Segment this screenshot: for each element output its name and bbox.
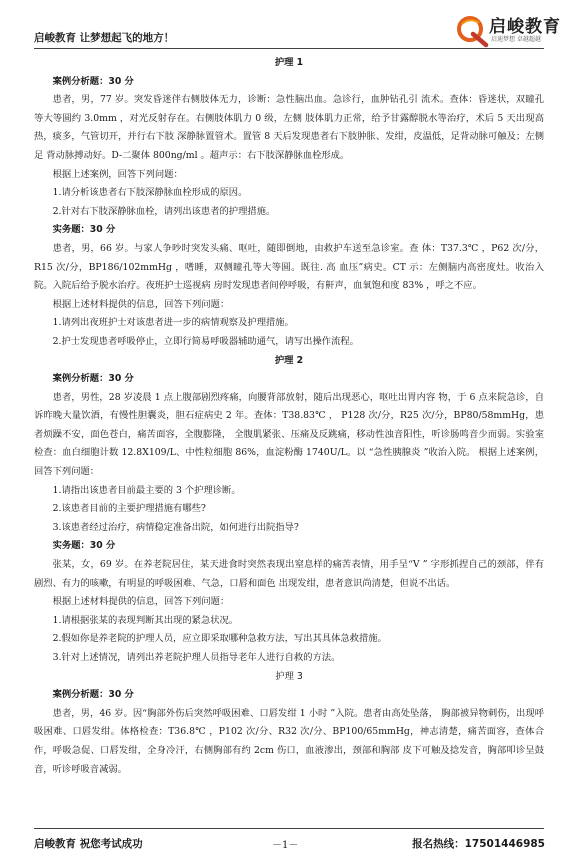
section-title: 护理 3 xyxy=(275,670,303,682)
case-paragraph: 张某，女，69 岁。在养老院居住，某天进食时突然表现出窒息样的痛苦表情，用手呈“V ” 字形抓捏自己的颈部，伴有剧烈、有力的咳嗽，有明显的呼吸困难、气急，口唇和面色 出现发绀，患者意识尚清楚，但说不出话。 xyxy=(34,559,544,589)
question-item: 3.该患者经过治疗，病情稳定准备出院，如何进行出院指导? xyxy=(52,521,299,533)
question-item: 1.请分析该患者右下肢深静脉血栓形成的原因。 xyxy=(52,187,248,199)
question-heading: 案例分析题：30 分 xyxy=(52,373,134,385)
logo-q-icon xyxy=(455,12,489,48)
section-title: 护理 1 xyxy=(274,57,304,68)
page-footer xyxy=(0,820,579,862)
question-item: 2.该患者目前的主要护理措施有哪些? xyxy=(52,503,206,515)
question-heading: 实务题：30 分 xyxy=(52,224,116,236)
logo-tagline: 启迪梦想 卓越超越 xyxy=(491,36,541,43)
question-item: 1.请指出该患者目前最主要的 3 个护理诊断。 xyxy=(52,484,241,496)
case-paragraph: 患者，男，66 岁。与家人争吵时突发头痛、呕吐，随即倒地，由救护车送至急诊室。查 体：T37.3℃ ，P62 次/分，R15 次/分，BP186/102mmHg ，嗜睡，双侧瞳孔等大等圆。既往. 高 血压”病史。CT 示：左侧脑内高密度灶。收治入院。入院后给予脱水治疗。夜班护士巡视病 房时发现患者间停呼吸，有鼾声，血氧饱和度 83% ，呼之不应。 xyxy=(34,242,544,292)
question-item: 1.请根据张某的表现判断其出现的紧急状况。 xyxy=(52,614,239,626)
footer-divider xyxy=(34,828,544,829)
footer-hotline: 报名热线：17501446985 xyxy=(412,838,545,850)
page-header xyxy=(0,0,579,56)
footer-slogan: 启峻教育 祝您考试成功 xyxy=(34,838,143,850)
document-body xyxy=(34,54,544,779)
question-heading: 实务题：30 分 xyxy=(52,540,116,552)
header-slogan: 启峻教育 让梦想起飞的地方！ xyxy=(34,32,175,44)
case-paragraph: 患者，男性，28 岁凌晨 1 点上腹部剧烈疼痛，向腰背部放射，随后出现恶心，呕吐出胃内容 物，于 6 点来院急诊，自诉昨晚大量饮酒，有慢性胆囊炎，胆石症病史 2 年。查体：T38.83℃ ， P128 次/分，R25 次/分，BP80/58mmHg，患者烦躁不安，面色苍白，痛苦面容，全腹膨隆， 全腹肌紧张、压痛及反跳痛，移动性浊音阳性，听诊肠鸣音少而弱。实验室检查：血白细胞计数 12.8X109/L、中性粒细胞 86%，血淀粉酶 1740U/L。以 “急性胰腺炎 ”收治入院。 根据上述案例，回答下列问题： xyxy=(34,391,544,478)
question-item: 3.针对上述情况，请列出养老院护理人员指导老年人进行自救的方法。 xyxy=(52,652,341,663)
question-item: 2.针对右下肢深静脉血栓，请列出该患者的护理措施。 xyxy=(52,205,276,217)
question-item: 1.请列出夜班护士对该患者进一步的病情观察及护理措施。 xyxy=(52,317,294,329)
case-paragraph: 患者，男，46 岁。因“胸部外伤后突然呼吸困难、口唇发绀 1 小时 ”入院。患者由高处坠落， 胸部被异物刺伤，出现呼吸困难、口唇发绀。体格检查：T36.8℃ ，P102 次/分、R32 次/分、BP100/65mmHg，神志清楚，痛苦面容，查体合 作，呼吸急促、口唇发绀，全身冷汗，右侧胸部有约 2cm 伤口，血液渗出，颈部和胸部 皮下可触及捻发音，胸部叩诊呈鼓音，听诊呼吸音减弱。 xyxy=(34,707,544,775)
logo-name: 启峻教育 xyxy=(489,17,561,37)
case-paragraph: 患者，男，77 岁。突发昏迷伴右侧肢体无力，诊断：急性脑出血。急诊行，血肿钻孔引 流术。查体：昏迷状，双瞳孔等大等圆约 3.0mm ，对光反射存在。右侧肢体肌力 0 级，左侧 肢体肌力正常，给予甘露醇脱水等治疗，术后 5 天出现高热，痰多，气管切开，并行右下肢 深静脉置管术。置管 8 天后发现患者右下肢肿胀、发绀，皮温低，足背动脉可触及；左侧足 背动脉搏动好。D-二聚体 800ng/ml 。超声示：右下肢深静脉血栓形成。 xyxy=(34,94,544,161)
question-item: 2.护士发现患者呼吸停止，立即行简易呼吸器辅助通气，请写出操作流程。 xyxy=(52,335,359,347)
paragraph: 根据上述材料提供的信息，回答下列问题： xyxy=(52,596,230,608)
question-heading: 案例分析题：30 分 xyxy=(52,75,134,87)
question-item: 2.假如你是养老院的护理人员，应立即采取哪种急救方法，写出其具体急救措施。 xyxy=(52,633,387,645)
brand-logo xyxy=(455,12,565,48)
section-title: 护理 2 xyxy=(274,354,304,366)
header-divider xyxy=(34,48,544,49)
page-number: －1－ xyxy=(272,840,299,851)
paragraph: 根据上述案例，回答下列问题： xyxy=(52,168,183,180)
question-heading: 案例分析题：30 分 xyxy=(52,689,134,701)
paragraph: 根据上述材料提供的信息，回答下列问题： xyxy=(52,298,230,310)
